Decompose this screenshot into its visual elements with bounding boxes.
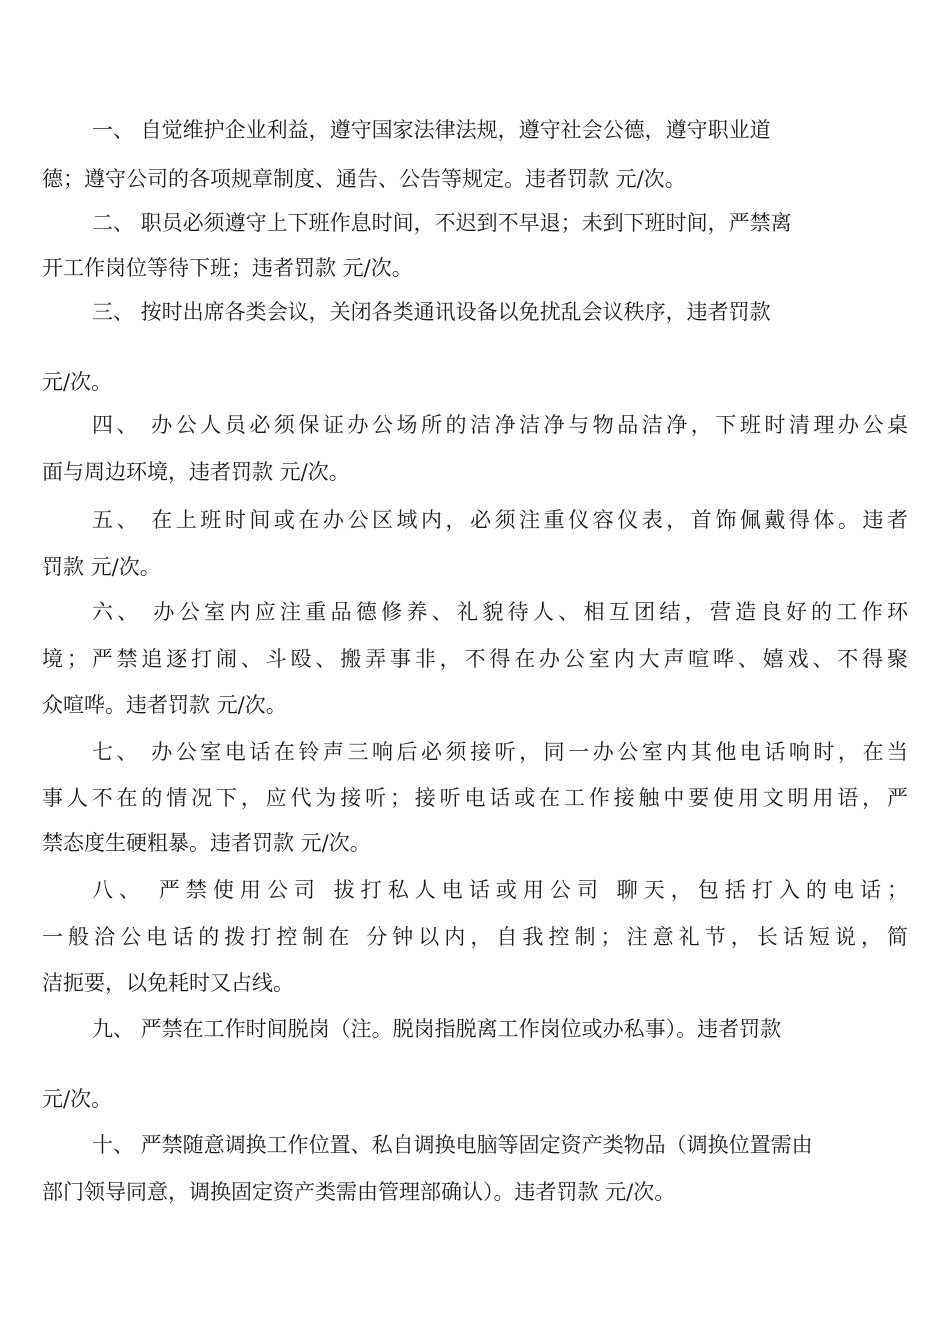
rule-4-line-2: 面与周边环境，违者罚款 元/次。	[42, 460, 350, 484]
rule-3-line-1: 三、 按时出席各类会议，关闭各类通讯设备以免扰乱会议秩序，违者罚款	[92, 300, 771, 324]
rule-9-line-2: 元/次。	[42, 1087, 113, 1111]
rule-2-line-1: 二、 职员必须遵守上下班作息时间，不迟到不早退；未到下班时间，严禁离	[92, 211, 792, 235]
rule-10-line-1: 十、 严禁随意调换工作位置、私自调换电脑等固定资产类物品（调换位置需由	[92, 1133, 813, 1157]
rule-7-line-2: 事人不在的情况下，应代为接听；接听电话或在工作接触中要使用文明用语，严	[42, 786, 908, 810]
rule-5-line-1: 五、 在上班时间或在办公区域内，必须注重仪容仪表，首饰佩戴得体。违者	[92, 508, 908, 532]
rule-7-line-1: 七、 办公室电话在铃声三响后必须接听，同一办公室内其他电话响时，在当	[92, 740, 908, 764]
rule-10-line-2: 部门领导同意，调换固定资产类需由管理部确认）。违者罚款 元/次。	[42, 1180, 676, 1204]
rule-8-line-1: 八、 严禁使用公司 拔打私人电话或用公司 聊天，包括打入的电话；	[92, 878, 908, 902]
rule-4-line-1: 四、 办公人员必须保证办公场所的洁净洁净与物品洁净，下班时清理办公桌	[92, 413, 908, 437]
rule-5-line-2: 罚款 元/次。	[42, 555, 161, 579]
rule-6-line-2: 境；严禁追逐打闹、斗殴、搬弄事非，不得在办公室内大声喧哗、嬉戏、不得聚	[42, 647, 908, 671]
rule-8-line-2: 一般洽公电话的拨打控制在 分钟以内，自我控制；注意礼节，长话短说，简	[42, 925, 908, 949]
rule-9-line-1: 九、 严禁在工作时间脱岗（注。脱岗指脱离工作岗位或办私事）。违者罚款	[92, 1017, 782, 1041]
rule-6-line-1: 六、 办公室内应注重品德修养、礼貌待人、相互团结，营造良好的工作环	[92, 600, 908, 624]
rule-2-line-2: 开工作岗位等待下班；违者罚款 元/次。	[42, 256, 413, 280]
rule-6-line-3: 众喧哗。违者罚款 元/次。	[42, 693, 287, 717]
rule-8-line-3: 洁扼要，以免耗时又占线。	[42, 971, 294, 995]
rule-3-line-2: 元/次。	[42, 370, 113, 394]
rule-7-line-3: 禁态度生硬粗暴。违者罚款 元/次。	[42, 831, 371, 855]
rule-1-line-2: 德；遵守公司的各项规章制度、通告、公告等规定。违者罚款 元/次。	[42, 167, 686, 191]
rule-1-line-1: 一、 自觉维护企业利益，遵守国家法律法规，遵守社会公德，遵守职业道	[92, 118, 771, 142]
